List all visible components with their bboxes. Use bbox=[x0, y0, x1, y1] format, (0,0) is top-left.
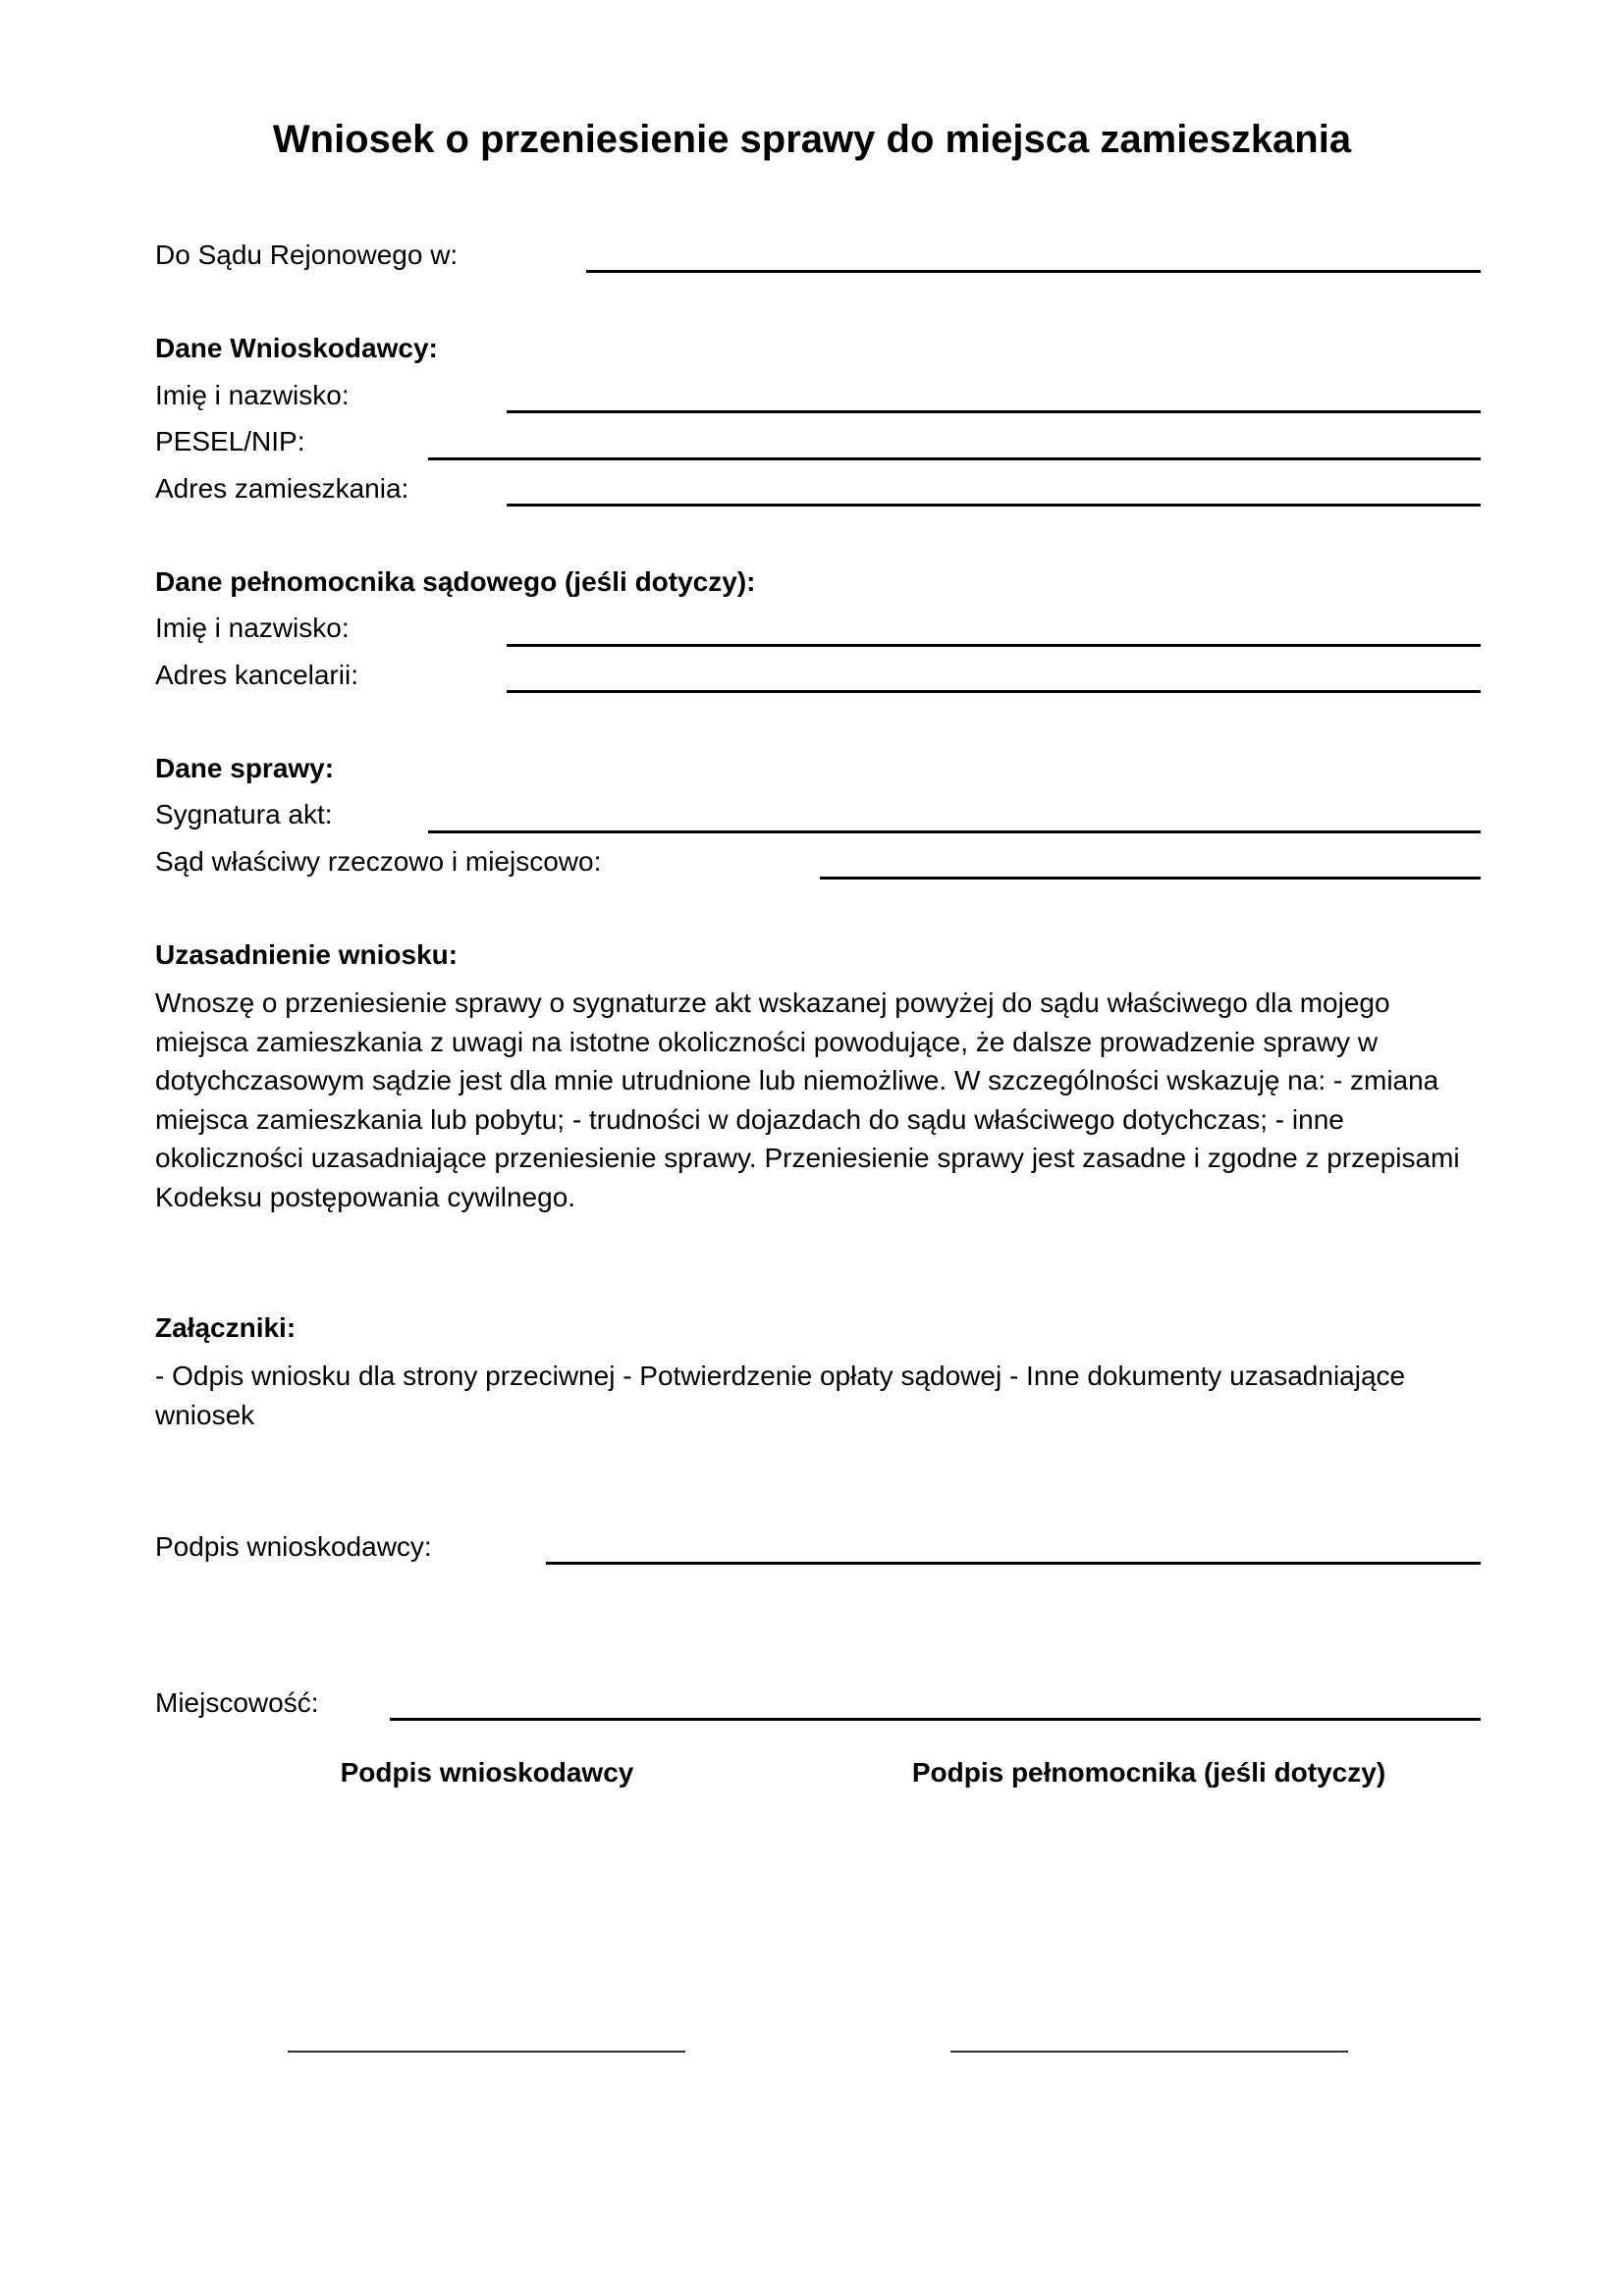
applicant-signature-caption: Podpis wnioskodawcy bbox=[340, 1757, 634, 1788]
attorney-office-input-line[interactable] bbox=[507, 690, 1481, 693]
case-heading: Dane sprawy: bbox=[155, 753, 335, 783]
applicant-heading: Dane Wnioskodawcy: bbox=[155, 333, 438, 363]
applicant-address-label: Adres zamieszkania: bbox=[155, 473, 409, 504]
attachments-text: - Odpis wniosku dla strony przeciwnej - Potwierdzenie opłaty sądowej - Inne dokumenty uzasadniające wniosek bbox=[155, 1361, 1406, 1430]
applicant-address-input-line[interactable] bbox=[507, 504, 1481, 507]
document-title: Wniosek o przeniesienie sprawy do miejsca zamieszkania bbox=[272, 118, 1352, 161]
place-input-line[interactable] bbox=[390, 1718, 1481, 1721]
applicant-name-input-line[interactable] bbox=[507, 410, 1481, 413]
justification-heading: Uzasadnienie wniosku: bbox=[155, 939, 459, 970]
attorney-signature-caption: Podpis pełnomocnika (jeśli dotyczy) bbox=[911, 1757, 1386, 1788]
case-signature-input-line[interactable] bbox=[428, 830, 1481, 833]
case-court-input-line[interactable] bbox=[820, 877, 1481, 880]
attorney-name-label: Imię i nazwisko: bbox=[155, 613, 350, 643]
attorney-heading: Dane pełnomocnika sądowego (jeśli dotyczy): bbox=[155, 566, 756, 597]
justification-text: Wnoszę o przeniesienie sprawy o sygnaturze akt wskazanej powyżej do sądu właściwego dla mojego miejsca zamieszkania z uwagi na istotne okoliczności powodujące, że dalsze prowadzenie sprawy w dotychczasowym sądzie jest dla mnie utrudnione lub niemożliwe. W szczególności wskazuję na: - zmiana miejsca zamieszkania lub pobytu; - trudności w dojazdach do sądu właściwego dotychczas; - inne okoliczności uzasadniające przeniesienie sprawy. Przeniesienie sprawy jest zasadne i zgodne z przepisami Kodeksu postępowania cywilnego. bbox=[155, 988, 1460, 1212]
applicant-id-input-line[interactable] bbox=[428, 457, 1481, 460]
signature-label: Podpis wnioskodawcy: bbox=[155, 1531, 432, 1562]
signature-input-line[interactable] bbox=[546, 1562, 1481, 1565]
case-signature-label: Sygnatura akt: bbox=[155, 799, 333, 829]
attachments-heading: Załączniki: bbox=[155, 1312, 297, 1343]
applicant-name-label: Imię i nazwisko: bbox=[155, 380, 350, 410]
attorney-signature-line[interactable] bbox=[950, 2051, 1348, 2053]
place-label: Miejscowość: bbox=[155, 1687, 319, 1718]
attorney-office-label: Adres kancelarii: bbox=[155, 660, 358, 690]
applicant-signature-line[interactable] bbox=[288, 2051, 685, 2053]
court-input-line[interactable] bbox=[586, 270, 1481, 273]
court-label: Do Sądu Rejonowego w: bbox=[155, 240, 459, 270]
attorney-name-input-line[interactable] bbox=[507, 644, 1481, 647]
case-court-label: Sąd właściwy rzeczowo i miejscowo: bbox=[155, 846, 602, 877]
applicant-id-label: PESEL/NIP: bbox=[155, 426, 305, 456]
